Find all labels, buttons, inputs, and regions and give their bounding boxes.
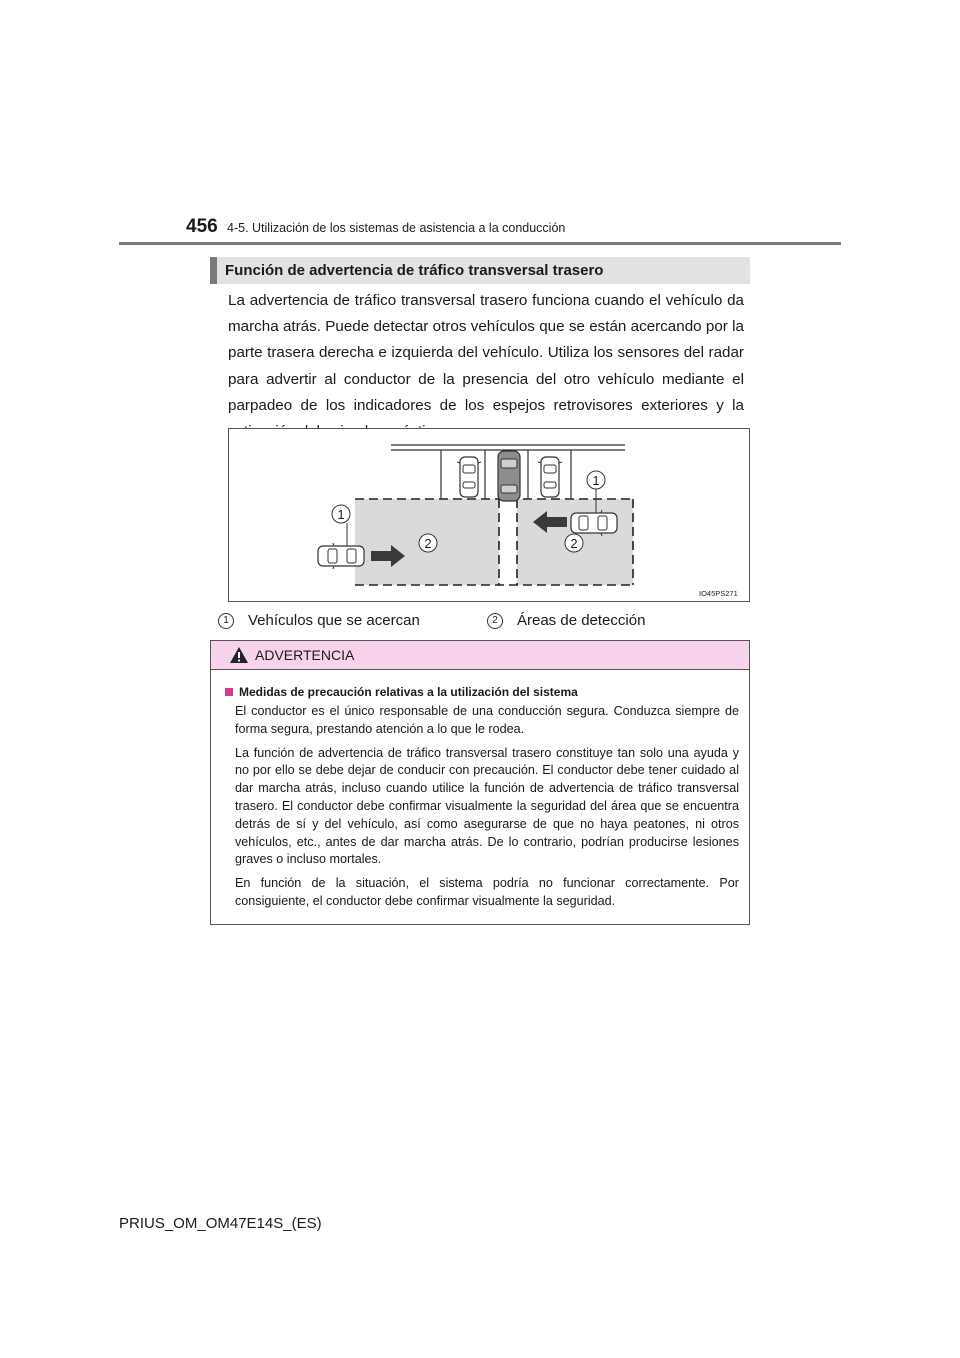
- section-heading: Función de advertencia de tráfico transversal trasero: [210, 257, 750, 284]
- legend-number: 2: [487, 613, 503, 629]
- legend-label: Áreas de detección: [517, 612, 646, 629]
- callout-2-right: 2: [570, 536, 578, 551]
- legend-label: Vehículos que se acercan: [248, 612, 420, 629]
- warning-title: ADVERTENCIA: [255, 647, 355, 663]
- page-number: 456: [186, 216, 218, 237]
- parked-car: [538, 457, 562, 497]
- warning-triangle-icon: [229, 646, 249, 664]
- parking-diagram: [229, 429, 749, 601]
- warning-paragraph: El conductor es el único responsable de una conducción segura. Conduzca siempre de forma segura, prestando atención a lo que le rodea.: [235, 704, 739, 736]
- callout-1-left: 1: [337, 507, 345, 522]
- warning-body: [211, 670, 749, 911]
- callout-1-right: 1: [592, 473, 600, 488]
- header-rule: [119, 242, 841, 245]
- footer-doc-code: PRIUS_OM_OM47E14S_(ES): [119, 1215, 322, 1232]
- warning-header: [211, 641, 749, 670]
- approaching-car-left: [318, 543, 364, 569]
- callout-2-left: 2: [424, 536, 432, 551]
- approaching-car-right: [571, 510, 617, 536]
- warning-paragraph: En función de la situación, el sistema podría no funcionar correctamente. Por consiguiente, el conductor debe confirmar visualmente la seguridad.: [235, 876, 739, 908]
- warning-subheading-text: Medidas de precaución relativas a la utilización del sistema: [239, 685, 578, 699]
- detection-area-figure: [228, 428, 750, 602]
- warning-paragraph: La función de advertencia de tráfico transversal trasero constituye tan solo una ayuda y no por ello se debe dejar de conducir con precaución. El conductor debe tener cuidado al dar marcha atrás, incluso cuando utilice la función de advertencia de tráfico transversal trasero. El conductor debe confirmar visualmente la seguridad del área que se encuentra detrás de sí y del vehículo, así como asegurarse de que no haya peatones, ni otros vehículos, etc., antes de dar marcha atrás. De lo contrario, podrían producirse lesiones graves o incluso mortales.: [235, 745, 739, 867]
- chapter-title: 4-5. Utilización de los sistemas de asistencia a la conducción: [227, 221, 566, 235]
- figure-code: IO45PS271: [699, 589, 738, 598]
- parked-car: [457, 457, 481, 497]
- legend-item-2: [487, 612, 645, 629]
- intro-paragraph: La advertencia de tráfico transversal trasero funciona cuando el vehículo da marcha atrás. Puede detectar otros vehículos que se están acercando por la parte trasera derecha e izquierda del vehículo. Utiliza los sensores del radar para advertir al conductor de la presencia del otro vehículo mediante el parpadeo de los indicadores de los espejos retrovisores exteriores y la: [228, 292, 744, 414]
- warning-box: [210, 640, 750, 925]
- own-car: [498, 451, 520, 501]
- warning-subheading: [225, 685, 739, 699]
- legend-item-1: [218, 612, 420, 629]
- bullet-square-icon: [225, 688, 233, 696]
- legend-number: 1: [218, 613, 234, 629]
